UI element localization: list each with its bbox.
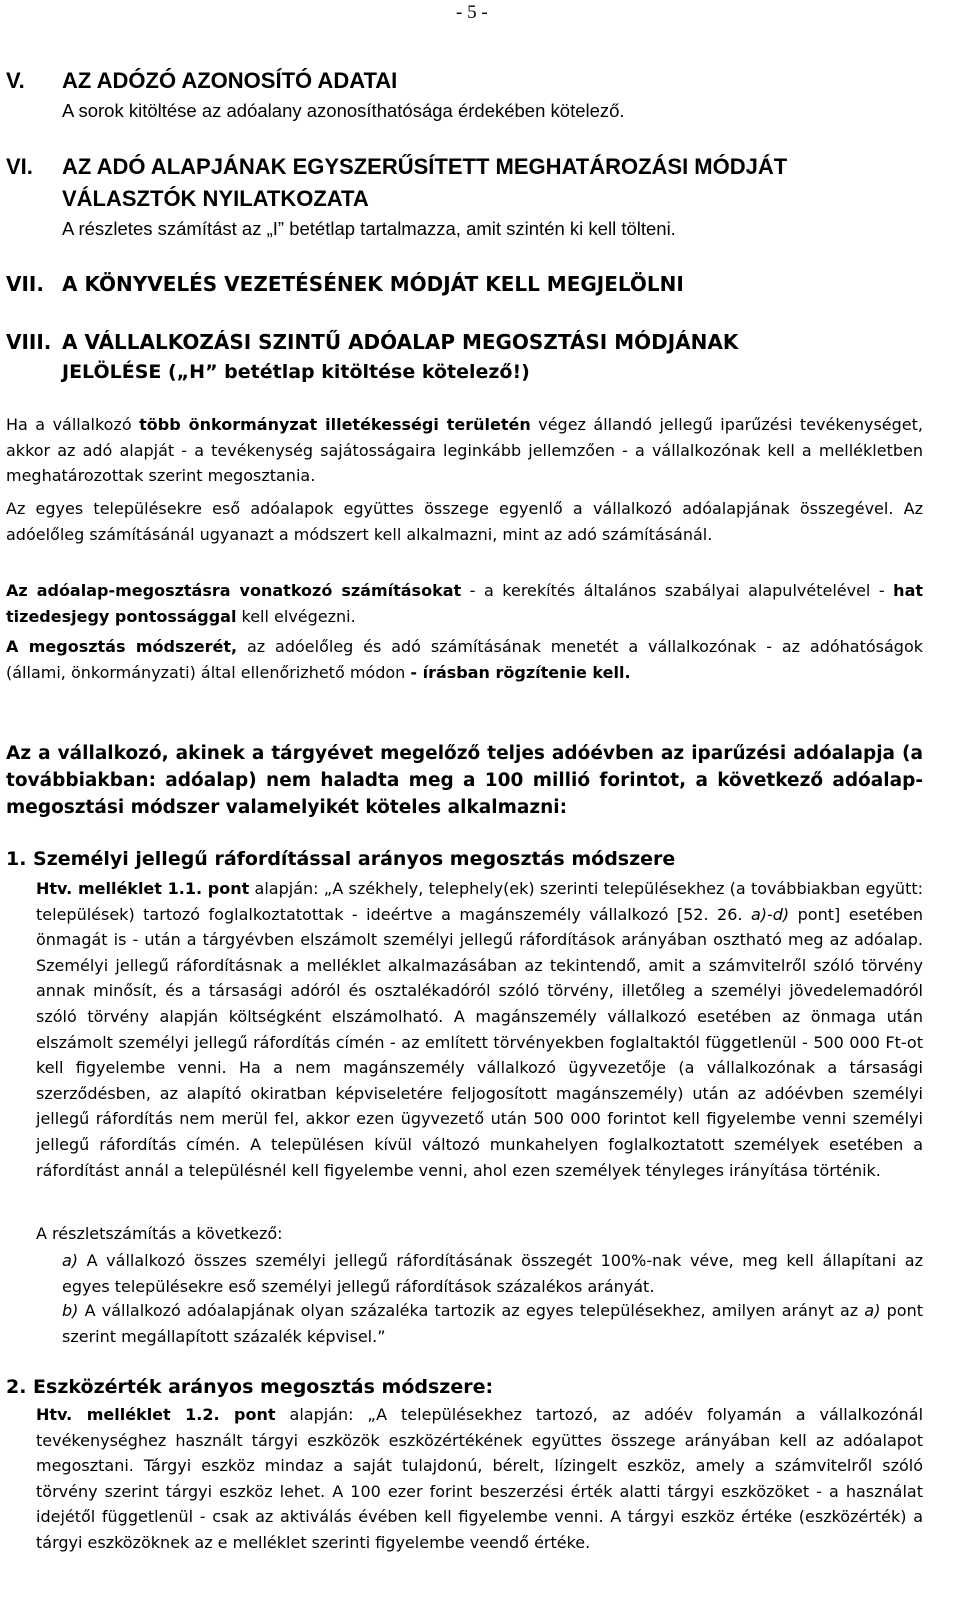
law-reference: Htv. melléklet 1.1. pont: [36, 879, 250, 898]
text: végez állandó jellegű iparűzési tevékenységet, akkor az adó alapját - a tevékenység sajátosságaira leginkább jellemzően - a vállalkozónak kell a mellékletben meghatározottak szerint megosztania.: [6, 415, 924, 486]
text: A vállalkozó összes személyi jellegű ráfordításának összegét 100%-nak véve, meg kell állapítani az egyes településekre eső személyi jellegű ráfordítások százalékos arányát.: [62, 1251, 923, 1296]
text: alapján: „A székhely, telephely(ek) szerinti településekhez (a továbbiakban együtt: települések) tartozó foglalkoztatottak - ideértve a magánszemély vállalkozó [52. 26.: [36, 879, 923, 924]
text: az adóelőleg és adó számításának menetét a vállalkozónak - az adóhatóságok (állami, önkormányzati) által ellenőrizhető módon: [6, 637, 923, 682]
paragraph-sum-equality: Az egyes településekre eső adóalapok együttes összege egyenlő a vállalkozó adóalapjának összegével. Az adóelőleg számításánál ugyanazt a módszert kell alkalmazni, mint az adó számításánál.: [6, 499, 923, 544]
section-viii-number: VIII.: [6, 330, 52, 354]
method-1-body: [36, 876, 923, 1183]
paragraph-multi-municipality: [6, 412, 923, 489]
method-2-body: [36, 1402, 923, 1556]
emphasis: több önkormányzat illetékességi területén: [139, 415, 531, 434]
method-2-title: 2. Eszközérték arányos megosztás módszere:: [6, 1376, 494, 1398]
section-vi-title-line2: VÁLASZTÓK NYILATKOZATA: [62, 186, 369, 211]
text: - a kerekítés általános szabályai alapulvételével -: [461, 581, 894, 600]
method-1-item-a: [62, 1248, 923, 1299]
section-vi-title-line1: AZ ADÓ ALAPJÁNAK EGYSZERŰSÍTETT MEGHATÁROZÁSI MÓDJÁT: [62, 154, 788, 179]
section-vi-number: VI.: [6, 154, 33, 179]
text-italic: a): [864, 1301, 881, 1320]
law-reference: Htv. melléklet 1.2. pont: [36, 1405, 276, 1424]
section-vii-number: VII.: [6, 272, 44, 296]
item-label: b): [62, 1301, 79, 1320]
section-v-number: V.: [6, 68, 25, 93]
emphasis: A megosztás módszerét,: [6, 637, 238, 656]
section-viii-title-line2: JELÖLÉSE („H” betétlap kitöltése kötelező!): [62, 361, 530, 383]
text: pont szerint megállapított százalék képvisel.”: [62, 1301, 923, 1346]
emphasis: hat tizedesjegy pontossággal: [6, 581, 924, 626]
text: A vállalkozó adóalapjának olyan százaléka tartozik az egyes településekhez, amilyen arányt az: [78, 1301, 865, 1320]
paragraph-100-million-rule: Az a vállalkozó, akinek a tárgyévet megelőző teljes adóévben az iparűzési adóalapja (a továbbiakban: adóalap) nem haladta meg a 100 millió forintot, a következő adóalap-megosztási módszer valamelyikét köteles alkalmazni:: [6, 743, 923, 818]
method-1-item-b: [62, 1298, 923, 1349]
method-1-title: 1. Személyi jellegű ráfordítással arányos megosztás módszere: [6, 848, 676, 870]
section-v-title: AZ ADÓZÓ AZONOSÍTÓ ADATAI: [62, 68, 398, 93]
section-viii-title-line1: A VÁLLALKOZÁSI SZINTŰ ADÓALAP MEGOSZTÁSI MÓDJÁNAK: [62, 330, 739, 354]
text: kell elvégezni.: [236, 606, 356, 626]
paragraph-rounding: [6, 578, 923, 629]
text-italic: a)-d): [750, 904, 790, 924]
text: Ha a vállalkozó: [6, 415, 140, 434]
emphasis: - írásban rögzítenie kell.: [410, 662, 631, 682]
paragraph-method-record: [6, 634, 923, 685]
page-number: - 5 -: [456, 2, 488, 23]
section-vii-title: A KÖNYVELÉS VEZETÉSÉNEK MÓDJÁT KELL MEGJELÖLNI: [62, 272, 684, 296]
item-label: a): [62, 1251, 79, 1270]
emphasis: Az adóalap-megosztásra vonatkozó számításokat: [6, 581, 462, 600]
text: alapján: „A településekhez tartozó, az adóév folyamán a vállalkozónál tevékenységhez használt tárgyi eszközök eszközértékének együttes összege arányában kell az adóalapot megosztani. Tárgyi eszköz mindaz a saját tulajdonú, bérelt, lízingelt eszköz, amely a számvitelről szóló törvény szerint tárgyi eszköz lehet. A 100 ezer forint beszerzési érték alatti tárgyi eszközöket - a használat idejétől függetlenül - csak az aktiválás évében kell figyelembe venni. A tárgyi eszköz értéke (eszközérték) a tárgyi eszközöknek az e melléklet szerinti figyelembe veendő értéke.: [36, 1405, 924, 1552]
section-vi-text: A részletes számítást az „I” betétlap tartalmazza, amit szintén ki kell tölteni.: [62, 218, 676, 239]
section-v-text: A sorok kitöltése az adóalany azonosíthatósága érdekében kötelező.: [62, 100, 625, 121]
text: pont] esetében önmagát is - után a tárgyévben elszámolt személyi jellegű ráfordítások arányában osztható meg az adóalap. Személyi jellegű ráfordításnak a melléklet alkalmazásában az tekintendő, amit a számvitelről szóló törvény annak minősít, és a társasági adóról és osztalékadóról szóló törvény, illetőleg a személyi jövedelemadóról szóló törvény alapján költségként elszámolható. A magánszemély vállalkozó esetében az önmaga után elszámolt személyi jellegű ráfordítás címén - az említett törvényekben foglaltaktól függetlenül - 500 000 Ft-ot kell figyelembe venni. Ha a nem magánszemély vállalkozó ügyvezetője (a vállalkozónak a társasági szerződésben, az alapító okiratban képviseletére feljogosított magánszemély) után az adóévben személyi jellegű ráfordítás nem merül fel, akkor ezen ügyvezető után 500 000 forintot kell figyelembe venni személyi jellegű ráfordítás címén. A településen kívül változó munkahelyen foglalkoztatott személyek esetében a ráfordítást annál a településnél kell figyelembe venni, ahol ezen személyek tényleges irányítása történik.: [36, 904, 923, 1180]
method-1-detail-intro: A részletszámítás a következő:: [36, 1224, 283, 1243]
